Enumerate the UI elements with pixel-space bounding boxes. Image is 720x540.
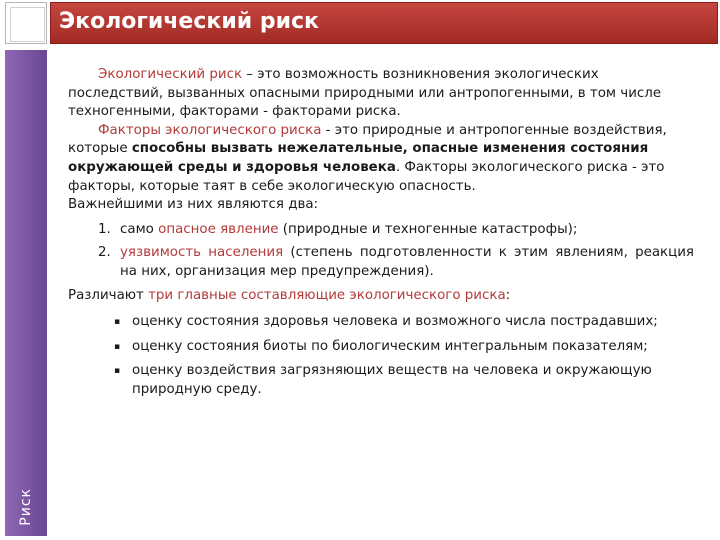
title-bar xyxy=(50,2,718,44)
slide-title: Экологический риск xyxy=(59,9,319,34)
factors-bold: способны вызвать нежелательные, опасные изменения состояния окружающей среды и здоровья человека xyxy=(68,141,649,175)
side-bar xyxy=(5,50,47,536)
list-item xyxy=(114,338,694,357)
factors-text-2: . Факторы экологического риска - это факторы, которые таят в себе экологическую опасность. xyxy=(68,159,665,194)
definition-term: Экологический риск xyxy=(98,67,243,82)
numbered-list xyxy=(68,221,694,282)
list-number: 1. xyxy=(98,221,111,237)
factors-paragraph xyxy=(68,122,694,196)
corner-decoration xyxy=(5,2,47,44)
list-text: само опасное явление (природные и техногенные катастрофы); xyxy=(120,221,578,237)
factors-text-1: - это природные и антропогенные воздействия, которые xyxy=(68,122,667,157)
list-item xyxy=(114,362,694,399)
list-text: уязвимость населения (степень подготовленности к этим явлениям, реакция на них, организация мер предупреждения). xyxy=(120,245,694,279)
bullet-icon: ▪ xyxy=(114,317,121,328)
list-item xyxy=(98,244,694,281)
slide-content xyxy=(68,66,694,406)
list-item xyxy=(114,313,694,332)
main-two-intro: Важнейшими из них являются два: xyxy=(68,197,319,213)
list-item xyxy=(98,221,694,240)
list-highlight: уязвимость населения xyxy=(120,245,284,261)
bullet-icon: ▪ xyxy=(114,341,121,352)
bullet-text: оценку состояния биоты по биологическим интегральным показателям; xyxy=(132,338,648,354)
definition-text: – это возможность возникновения экологических последствий, вызванных опасными природными или антропогенными, в том числе техногенными, факторами - факторами риска. xyxy=(68,67,662,120)
bullet-icon: ▪ xyxy=(114,366,121,377)
definition-paragraph xyxy=(68,66,694,122)
factors-term: Факторы экологического риска xyxy=(98,122,322,138)
list-number: 2. xyxy=(98,245,111,261)
bullet-text: оценку состояния здоровья человека и возможного числа пострадавших; xyxy=(132,314,658,330)
components-paragraph: Различают три главные составляющие экологического риска: xyxy=(68,287,511,303)
side-label: Риск xyxy=(18,488,34,526)
list-highlight: опасное явление xyxy=(158,221,279,237)
bullet-list xyxy=(114,313,694,399)
components-highlight: три главные составляющие экологического риска xyxy=(148,287,506,303)
bullet-text: оценку воздействия загрязняющих веществ на человека и окружающую природную среду. xyxy=(132,363,652,397)
